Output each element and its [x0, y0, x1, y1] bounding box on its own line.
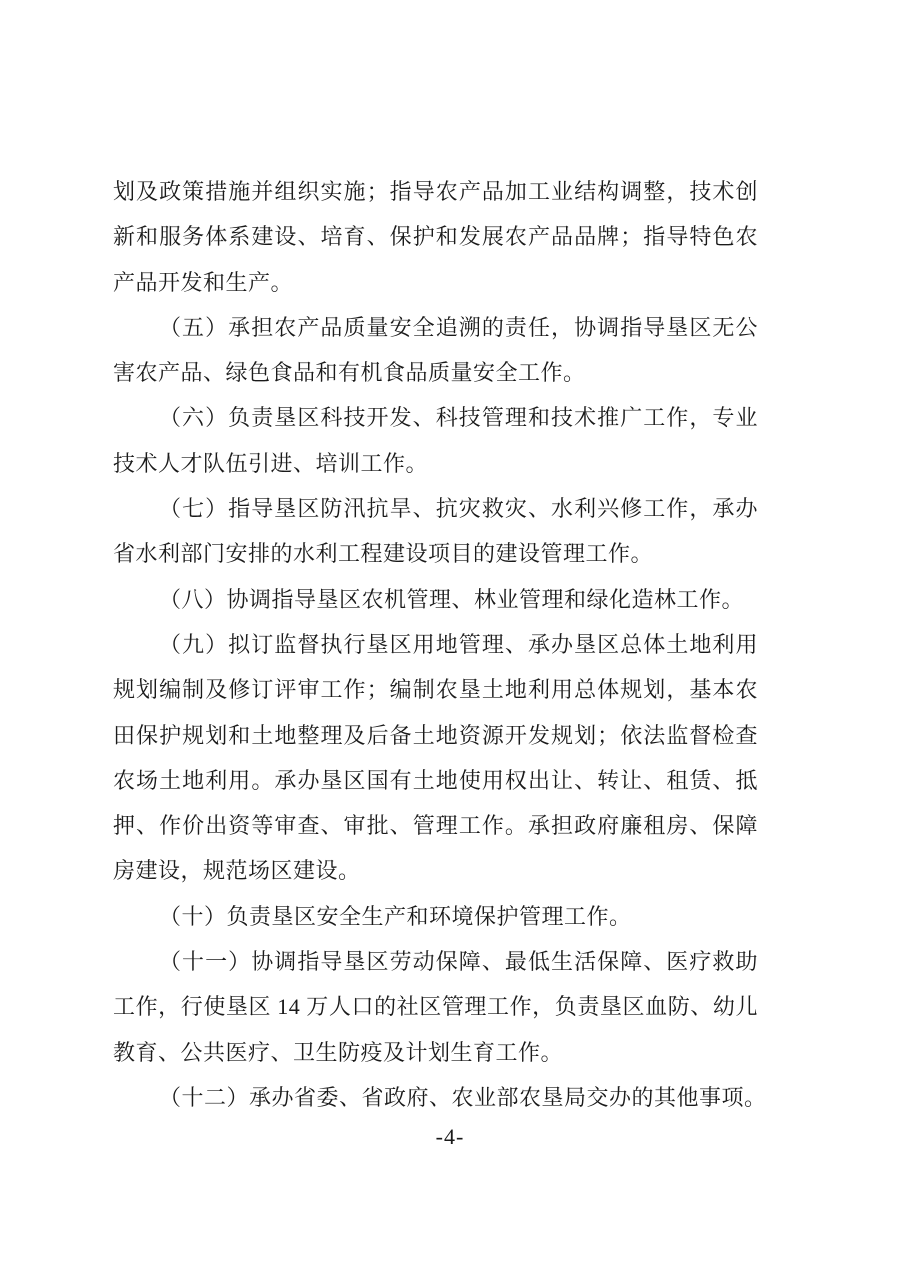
text-line: （十）负责垦区安全生产和环境保护管理工作。 [159, 903, 632, 929]
text-line: 押、作价出资等审查、审批、管理工作。承担政府廉租房、保障 [113, 813, 758, 839]
text-line: 规划编制及修订评审工作；编制农垦土地利用总体规划，基本农 [113, 677, 758, 703]
text-line: 省水利部门安排的水利工程建设项目的建设管理工作。 [113, 541, 654, 567]
document-body [113, 169, 767, 1120]
text-line: 教育、公共医疗、卫生防疫及计划生育工作。 [113, 1039, 564, 1065]
page-number: -4- [435, 1124, 465, 1149]
text-line: （九）拟订监督执行垦区用地管理、承办垦区总体土地利用 [159, 631, 758, 657]
text-line: 新和服务体系建设、培育、保护和发展农产品品牌；指导特色农 [113, 224, 758, 250]
text-line: （五）承担农产品质量安全追溯的责任，协调指导垦区无公 [159, 314, 758, 340]
text-line: 田保护规划和土地整理及后备土地资源开发规划；依法监督检查 [113, 722, 758, 748]
text-line: （七）指导垦区防汛抗旱、抗灾救灾、水利兴修工作，承办 [159, 496, 758, 522]
text-line: （六）负责垦区科技开发、科技管理和技术推广工作，专业 [159, 405, 758, 431]
text-line: 房建设，规范场区建设。 [113, 858, 361, 884]
text-line: 划及政策措施并组织实施；指导农产品加工业结构调整，技术创 [113, 179, 758, 204]
text-line: 技术人才队伍引进、培训工作。 [113, 450, 429, 476]
text-line: 农场土地利用。承办垦区国有土地使用权出让、转让、租赁、抵 [113, 767, 758, 793]
text-line: 害农产品、绿色食品和有机食品质量安全工作。 [113, 360, 586, 386]
text-line: （十二）承办省委、省政府、农业部农垦局交办的其他事项。 [159, 1084, 767, 1110]
text-line: 工作，行使垦区 14 万人口的社区管理工作，负责垦区血防、幼儿 [113, 994, 758, 1020]
text-line: （十一）协调指导垦区劳动保障、最低生活保障、医疗救助 [159, 949, 758, 975]
text-line: 产品开发和生产。 [113, 269, 294, 295]
text-line: （八）协调指导垦区农机管理、林业管理和绿化造林工作。 [159, 586, 745, 612]
